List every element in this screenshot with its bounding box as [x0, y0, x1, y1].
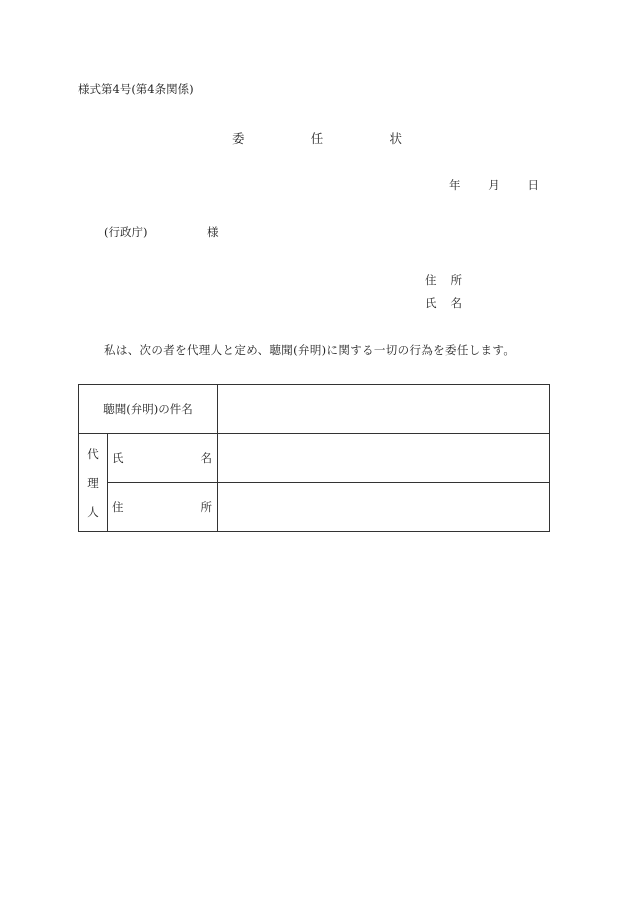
case-value-field[interactable]: [218, 385, 550, 434]
sender-name-label: [425, 298, 462, 310]
agent-address-label: [108, 499, 217, 515]
addressee-agency: (行政庁): [104, 225, 148, 239]
delegation-statement: 私は、次の者を代理人と定め、聴聞(弁明)に関する一切の行為を委任します。: [104, 343, 516, 357]
agent-address-row: [79, 483, 550, 532]
date-year-label: 年: [449, 178, 461, 192]
agent-char-2: 理: [87, 475, 99, 490]
sender-name-char-2: 名: [450, 296, 462, 310]
agent-address-label-cell: [108, 483, 218, 532]
agent-address-char-1: 住: [112, 500, 124, 514]
date-day-label: 日: [527, 178, 539, 192]
agent-name-row: [79, 434, 550, 483]
document-title: [232, 133, 402, 146]
agent-address-char-2: 所: [200, 500, 213, 514]
agent-label-cell: [79, 434, 108, 532]
agent-name-char-2: 名: [200, 451, 213, 465]
case-label-cell: [79, 385, 218, 434]
sender-address-char-1: 住: [425, 273, 437, 287]
title-char-2: 任: [310, 131, 324, 146]
agent-name-char-1: 氏: [112, 451, 124, 465]
agent-name-label-cell: [108, 434, 218, 483]
sender-address-label: [425, 275, 462, 287]
agent-address-field[interactable]: [218, 483, 550, 532]
agent-char-3: 人: [87, 504, 99, 519]
date-line: [449, 180, 539, 192]
sender-name-char-1: 氏: [425, 296, 437, 310]
agent-char-1: 代: [87, 446, 99, 461]
proxy-table: [78, 384, 550, 532]
agent-label: [79, 446, 107, 520]
date-month-label: 月: [488, 178, 500, 192]
case-row: [79, 385, 550, 434]
form-number: 様式第4号(第4条関係): [78, 82, 194, 96]
title-char-1: 委: [232, 131, 245, 146]
addressee-honorific: 様: [207, 225, 219, 239]
title-char-3: 状: [389, 131, 402, 146]
agent-name-label: [108, 450, 217, 466]
case-label: 聴聞(弁明)の件名: [103, 402, 193, 416]
sender-address-char-2: 所: [450, 273, 462, 287]
agent-name-field[interactable]: [218, 434, 550, 483]
